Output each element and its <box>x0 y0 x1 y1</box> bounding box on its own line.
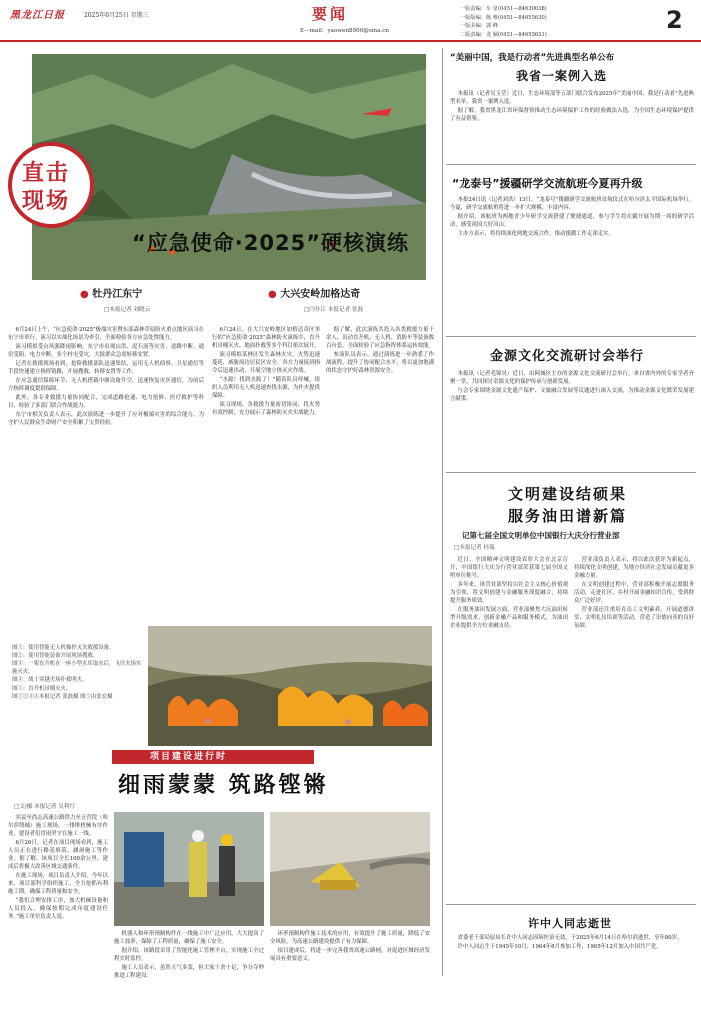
a1-headline-2: 我省一案例入选 <box>516 69 608 83</box>
fire-photo <box>148 626 432 746</box>
article-divider <box>446 904 696 905</box>
paragraph: 许中人同志生于1945年10月，1964年8月参加工作，1965年12月加入中国共产党。 <box>457 944 662 950</box>
paragraph: 宾县至尚志高速公路铁力至五营段（哈尔滨绕城）施工现场，一排排机械有序作业，建设者们冒雨坚守在施工一线。 <box>8 815 108 837</box>
progress-byline: □文/摄 本报记者 吴利红 <box>14 804 76 810</box>
progress-article <box>0 750 438 1024</box>
worker-photo-graphic <box>114 812 264 926</box>
caption-line: 图③：一架直升机在一座小型水库取水后，飞往火场实施灭火。 <box>12 661 142 676</box>
paragraph: 主办方表示，将持续深化两地交流合作，推动援疆工作走深走实。 <box>457 231 614 237</box>
caption-line: 图①②③④本报记者 张磊摄 图⑤由张宏摄 <box>12 693 113 700</box>
paragraph: 据了解，此次演练共投入各类救援力量千余人，出动直升机、无人机、消防车等装备数百台套，全面检验了应急指挥体系运转效能。 <box>326 327 434 349</box>
paragraph: 本报24日讯（记者刘洪）13日，“龙泰号”援疆研学交流航班首航仪式在哈尔滨太平国际机场举行。今夏，研学交流航班将进一步扩大规模、丰富内容。 <box>450 197 694 211</box>
worker-photo <box>114 812 264 926</box>
a4-headline-1: 文明建设结硕果 <box>508 485 628 503</box>
feature-sub-left <box>80 288 142 303</box>
caption-line: 图②：使用智能装备开展现场搜救。 <box>12 653 99 660</box>
badge-line-2: 现场 <box>22 189 71 214</box>
paragraph: 施工人员表示，虽然天气多变，但大家干劲十足，争分夺秒推进工程建设。 <box>114 965 264 979</box>
paragraph: 演习现场，各救援力量密切协同，将火势有效控制，充分展示了森林防灭火实战能力。 <box>212 402 320 416</box>
page-number: 2 <box>666 6 683 34</box>
editor-credits <box>460 5 660 39</box>
paragraph: 据介绍，该航班为两地青少年研学交流搭建了便捷通道，参与学生将在疆开展为期一周的研学活动，感受祖国大好河山。 <box>450 214 694 228</box>
sub-right-text: 大兴安岭加格达奇 <box>280 289 361 300</box>
feature-byline-left: □本报记者 刘晓云 <box>104 307 151 313</box>
progress-left-column <box>8 814 108 922</box>
paragraph: 此外，各专业救援力量协同配合，完成道路抢通、电力抢修、医疗救护等科目，检验了多部门联合作战能力。 <box>8 395 204 409</box>
paragraph: 在服务油田发展方面，营业部聚焦大庆油田转型升级需求，创新金融产品和服务模式，为油田企业提供全方位金融支持。 <box>450 607 568 629</box>
paragraph: 在应急通信保障环节，无人机搭载中继设备升空，迅速恢复灾区通信，为前后方指挥调度提供保障。 <box>8 378 204 392</box>
pin-icon: ● <box>268 289 277 300</box>
paragraph: 环形预制构件施工技术的应用，有效提升了施工质量，降低了安全风险，为高速公路建设提供了有力保障。 <box>270 931 430 945</box>
feature-right-column <box>326 326 434 376</box>
paragraph: 省委老干部局原局长许中人同志因病医治无效，于2025年6月14日在哈尔滨逝世，享年80岁。 <box>457 935 683 941</box>
paragraph: 参演队员表示，通过演练进一步熟悉了作战流程，提升了协同配合水平，将以更加饱满的状态守护好森林资源安全。 <box>326 352 434 374</box>
pin-icon: ● <box>80 289 89 300</box>
editor-line: 一版责编：车 星(0451—84630038) <box>460 6 547 12</box>
sub-left-text: 牡丹江东宁 <box>92 289 143 300</box>
paragraph: 机器人和环形预制构件在一线施工中广泛应用，大大提高了施工效率，保障了工程质量，确保了施工安全。 <box>114 931 264 945</box>
article-divider <box>446 164 696 165</box>
progress-mid-column <box>114 930 264 981</box>
feature-mid-column <box>212 326 320 418</box>
paragraph: 6月24日上午，“应急使命·2025”极端灾害暨东部森林草原防火重点地区演习在东宁市举行。演习以实战化场景为牵引，全面检验各方应急处置能力。 <box>8 327 204 341</box>
roadwork-photo-graphic <box>270 812 430 926</box>
progress-headline: 细雨蒙蒙 筑路铿锵 <box>118 773 329 798</box>
paragraph: 6月24日，在大兴安岭地区加格达奇区举行的“应急使命·2025”森林防火演练中，直升机吊桶灭火、地面扑救等多个科目依次展开。 <box>212 327 320 349</box>
paragraph: “水源！找到水源了！”随着队员呼喊，组织人员利用无人机迅速查找水源，为扑火提供保障。 <box>212 377 320 399</box>
article-divider <box>446 336 696 337</box>
paragraph: 项目建成后，将进一步完善我省高速公路网，对促进区域经济发展具有重要意义。 <box>270 948 430 962</box>
paragraph: 本报讯（记者吴玉莹）近日，生态环境部等五部门联合发布2025年“美丽中国，我是行动者”先进典型名单，我省一案例入选。 <box>450 91 694 105</box>
paragraph: 演习模拟受台风强降雨影响，东宁市出现山洪、泥石流等灾害，道路中断、通信受阻、电力中断，多个村屯受灾，大批群众急需转移安置。 <box>8 344 204 358</box>
progress-right-column <box>270 930 430 964</box>
paragraph: 记者在救援现场看到，抢险救援部队迅速集结，运用无人机侦察、卫星通信等手段快速建立指挥链路，开展搜救、转移安置等工作。 <box>8 361 204 375</box>
badge-line-1: 直击 <box>22 161 71 186</box>
paragraph: 6月26日，记者在项目现场看到，施工人员正在进行路基填筑、涵洞施工等作业。据了解，该项目全长100余公里，建成后将极大改善区域交通条件。 <box>8 840 108 870</box>
obit-headline: 许中人同志逝世 <box>528 917 612 930</box>
editor-line: 一版美编：郭 峰 <box>460 23 498 30</box>
editor-line: 二版责编：龙 颖(0451—84655631) <box>460 31 547 38</box>
paragraph: 营业部负责人表示，将以此次获评为新起点，持续深化文明创建，为地方经济社会发展贡献更多金融力量。 <box>574 557 694 579</box>
paragraph: 据了解，我省黑龙江省环保督察推动生态环境保护工作的经验做法入选，为全国生态环境保护提供了有益借鉴。 <box>450 108 694 122</box>
paragraph: 本报讯（记者毛锦昊）近日，由阿城区主办的金源文化交流研讨会举行。来自省内外的专家学者齐聚一堂，共同探讨金源文化的保护传承与创新发展。 <box>450 371 694 385</box>
feature-sub-right <box>268 288 360 303</box>
a3-body <box>450 370 694 404</box>
paragraph: 与会专家围绕金源文化遗产保护、文旅融合发展等议题进行深入交流，为推动金源文化繁荣发展建言献策。 <box>450 388 694 402</box>
a2-headline: “龙泰号”援疆研学交流航班今夏再升级 <box>452 177 643 190</box>
caption-line: 图⑤：直升机吊桶灭火。 <box>12 685 72 692</box>
paragraph: 演习模拟某林区发生森林火灾，火势迅速蔓延，威胁周边居民区安全。各方力量接到指令后迅速出动，开展空地立体灭火作战。 <box>212 352 320 374</box>
feature-headline: “应急使命·2025”硬核演练 <box>132 231 410 255</box>
obit-body <box>450 934 694 952</box>
editor-line: 一版版编：陈 唯(0451—84655630) <box>460 14 547 21</box>
paragraph: 据介绍，该路段采用了智能化施工管理平台，实现施工全过程实时监控。 <box>114 948 264 962</box>
paragraph: 在文明创建过程中，营业部积极开展志愿服务活动，走进社区、乡村开展金融知识宣传，受到群众广泛好评。 <box>574 582 694 604</box>
a2-body <box>450 196 694 239</box>
paragraph: 营业部还注重培育员工文明素养，开展道德讲堂、文明礼仪培训等活动，营造了崇德向善的良好氛围。 <box>574 607 694 629</box>
photo-captions <box>12 644 142 701</box>
section-email: E—mail：yaowen8900@sina.cn <box>300 28 389 34</box>
a4-body-left <box>450 556 568 631</box>
a4-headline-2: 服务油田谱新篇 <box>508 507 628 525</box>
paragraph: “我们合理安排工序，加大机械设备和人员投入，确保按期完成年度建设任务。”施工单位负责人说。 <box>8 898 108 920</box>
roadwork-photo <box>270 812 430 926</box>
a4-subhead: 记第七届全国文明单位中国银行大庆分行营业部 <box>462 531 620 540</box>
a3-headline: 金源文化交流研讨会举行 <box>490 349 645 364</box>
a1-headline-1: “美丽中国，我是行动者”先进典型名单公布 <box>450 53 615 63</box>
feature-byline-right: □闫仆江 本报记者 张磊 <box>304 307 364 313</box>
feature-article <box>0 44 438 744</box>
a1-body <box>450 90 694 124</box>
section-tag: 项目建设进行时 <box>150 752 228 762</box>
a4-byline: □本报记者 桂瑞 <box>454 545 495 551</box>
caption-line: 图①：使用智能无人机操控灭火救援设备。 <box>12 645 115 651</box>
right-news-column <box>446 44 698 1024</box>
a4-body-right <box>574 556 694 631</box>
article-divider <box>446 472 696 473</box>
paragraph: 在施工现场，项目负责人介绍，今年以来，项目部科学组织施工，全力抢抓有利施工期，确保工程质量和安全。 <box>8 873 108 895</box>
paper-name: 黑龙江日报 <box>10 10 65 21</box>
paragraph: 近日，全国精神文明建设表彰大会在北京召开，中国银行大庆分行营业部荣获第七届全国文明单位称号。 <box>450 557 568 579</box>
column-divider <box>442 48 443 976</box>
paragraph: 多年来，该营业部坚持以社会主义核心价值观为引领，将文明创建与金融服务深度融合，持续提升服务质效。 <box>450 582 568 604</box>
issue-date: 2025年6月25日 星期三 <box>84 12 149 19</box>
feature-left-column <box>8 326 204 428</box>
section-title: 要闻 <box>312 5 349 23</box>
paragraph: 东宁市相关负责人表示，此次演练进一步提升了应对极端灾害的综合能力，为守护人民群众生命财产安全积累了宝贵经验。 <box>8 412 204 426</box>
caption-line: 图④：战士穿越火场扑救明火。 <box>12 677 88 684</box>
fire-photo-graphic <box>148 626 432 746</box>
masthead-rule <box>0 40 701 42</box>
masthead <box>0 0 701 40</box>
